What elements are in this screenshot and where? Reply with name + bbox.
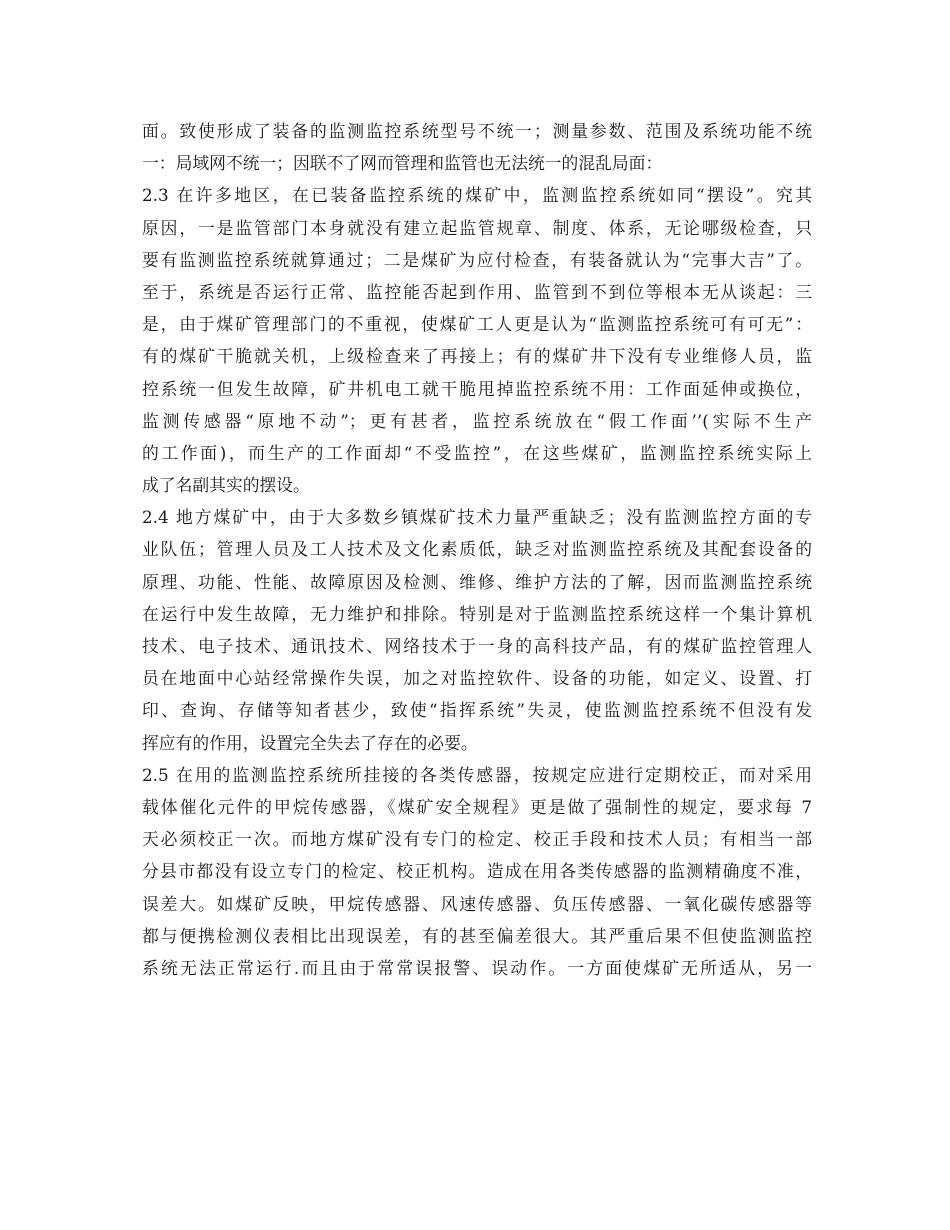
text-line: 技术、电子技术、通讯技术、网络技术于一身的高科技产品，有的煤矿监控管理人 bbox=[142, 636, 812, 656]
text-line: 系统无法正常运行.而且由于常常误报警、误动作。一方面使煤矿无所适从，另一 bbox=[142, 957, 812, 978]
text-line: 2.3 在许多地区，在已装备监控系统的煤矿中，监测监控系统如同“摆设”。究其 bbox=[142, 185, 812, 206]
text-line: 是，由于煤矿管理部门的不重视，使煤矿工人更是认为“监测监控系统可有可无”： bbox=[142, 314, 812, 335]
text-line: 原理、功能、性能、故障原因及检测、维修、维护方法的了解，因而监测监控系统 bbox=[142, 571, 812, 592]
text-line: 原因，一是监管部门本身就没有建立起监管规章、制度、体系，无论哪级检查，只 bbox=[142, 217, 812, 238]
text-line: 业队伍；管理人员及工人技术及文化素质低，缺乏对监测监控系统及其配套设备的 bbox=[142, 539, 812, 560]
text-line: 控系统一但发生故障，矿井机电工就干脆甩掉监控系统不用：工作面延伸或换位， bbox=[142, 378, 812, 399]
text-line: 2.4 地方煤矿中，由于大多数乡镇煤矿技术力量严重缺乏；没有监测监控方面的专 bbox=[142, 507, 812, 528]
text-line: 要有监测监控系统就算通过；二是煤矿为应付检查，有装备就认为“完事大吉”了。 bbox=[142, 249, 812, 270]
text-line: 的工作面)，而生产的工作面却“不受监控”，在这些煤矿，监测监控系统实际上 bbox=[142, 442, 812, 463]
text-line: 印、查询、存储等知者甚少，致使“指挥系统”失灵，使监测监控系统不但没有发 bbox=[142, 700, 812, 721]
text-line: 成了名副其实的摆设。 bbox=[142, 475, 310, 496]
text-line: 分县市都没有设立专门的检定、校正机构。造成在用各类传感器的监测精确度不准， bbox=[142, 861, 812, 882]
text-line: 都与便携检测仪表相比出现误差，有的甚至偏差很大。其严重后果不但使监测监控 bbox=[142, 925, 812, 946]
text-line: 员在地面中心站经常操作失误，加之对监控软件、设备的功能，如定义、设置、打 bbox=[142, 668, 812, 689]
text-line: 载体催化元件的甲烷传感器，《煤矿安全规程》更是做了强制性的规定，要求每 7 bbox=[142, 796, 812, 817]
text-line: 面。致使形成了装备的监测监控系统型号不统一；测量参数、范围及系统功能不统 bbox=[142, 121, 812, 141]
text-line: 挥应有的作用，设置完全失去了存在的必要。 bbox=[142, 732, 478, 753]
text-line: 天必须校正一次。而地方煤矿没有专门的检定、校正手段和技术人员；有相当一部 bbox=[142, 829, 812, 850]
text-line: 至于，系统是否运行正常、监控能否起到作用、监管到不到位等根本无从谈起：三 bbox=[142, 281, 812, 302]
text-line: 监测传感器“原地不动”；更有甚者，监控系统放在“假工作面’’(实际不生产 bbox=[142, 410, 812, 431]
text-line: 有的煤矿干脆就关机，上级检查来了再接上；有的煤矿井下没有专业维修人员，监 bbox=[142, 346, 812, 367]
document-body bbox=[142, 115, 812, 984]
text-line: 一：局域网不统一；因联不了网而管理和监管也无法统一的混乱局面： bbox=[142, 153, 663, 174]
text-line: 在运行中发生故障，无力维护和排除。特别是对于监测监控系统这样一个集计算机 bbox=[142, 603, 812, 624]
text-line: 2.5 在用的监测监控系统所挂接的各类传感器，按规定应进行定期校正，而对采用 bbox=[142, 764, 812, 785]
text-line: 误差大。如煤矿反映，甲烷传感器、风速传感器、负压传感器、一氧化碳传感器等 bbox=[142, 893, 812, 914]
